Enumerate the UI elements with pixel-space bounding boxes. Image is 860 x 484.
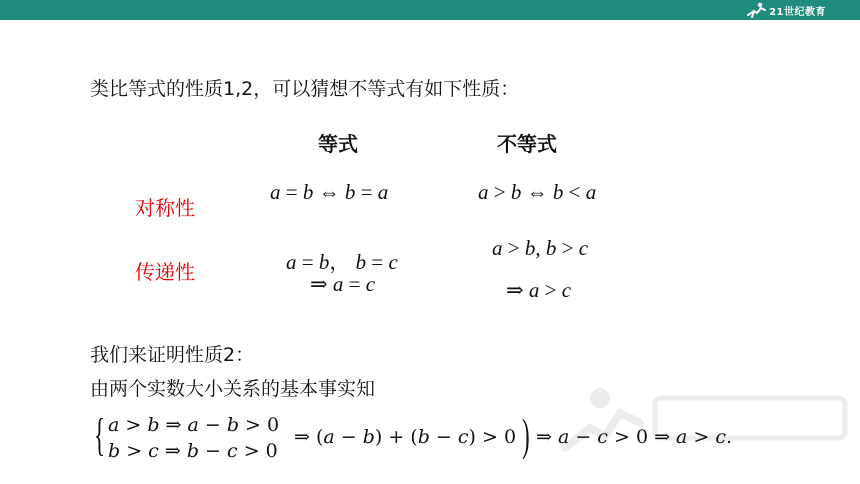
system-line-2: b > c ⇒ b − c > 0 [108, 440, 278, 462]
symmetry-inequality: a > b ⇔ b < a [478, 180, 597, 204]
transitivity-equality-line1: a = b， b = c [286, 250, 398, 274]
proof-basis: 由两个实数大小关系的基本事实知 [90, 378, 376, 400]
inequality-heading: 不等式 [497, 132, 557, 156]
right-paren: ) [522, 409, 530, 460]
equality-heading: 等式 [318, 132, 358, 156]
left-brace: { [94, 409, 106, 460]
conclusion-step: ⇒ a − c > 0 ⇒ a > c. [536, 426, 733, 448]
transitivity-equality-line2: ⇒ a = c [310, 272, 376, 296]
runner-logo-icon [745, 2, 767, 18]
system-line-1: a > b ⇒ a − b > 0 [108, 414, 280, 436]
logo-text: 21世纪教育 [769, 6, 826, 18]
symmetry-equality: a = b ⇔ b = a [270, 180, 389, 204]
proof-intro: 我们来证明性质2： [90, 344, 255, 366]
transitivity-inequality-line1: a > b, b > c [492, 236, 589, 260]
intro-text: 类比等式的性质1,2，可以猜想不等式有如下性质： [90, 78, 520, 100]
brand-logo [745, 2, 826, 18]
transitivity-inequality-line2: ⇒ a > c [506, 278, 572, 302]
symmetry-label: 对称性 [135, 196, 195, 220]
sum-step: ⇒ (a − b) + (b − c) > 0 [294, 426, 517, 448]
transitivity-label: 传递性 [135, 260, 195, 284]
top-banner [0, 0, 860, 20]
